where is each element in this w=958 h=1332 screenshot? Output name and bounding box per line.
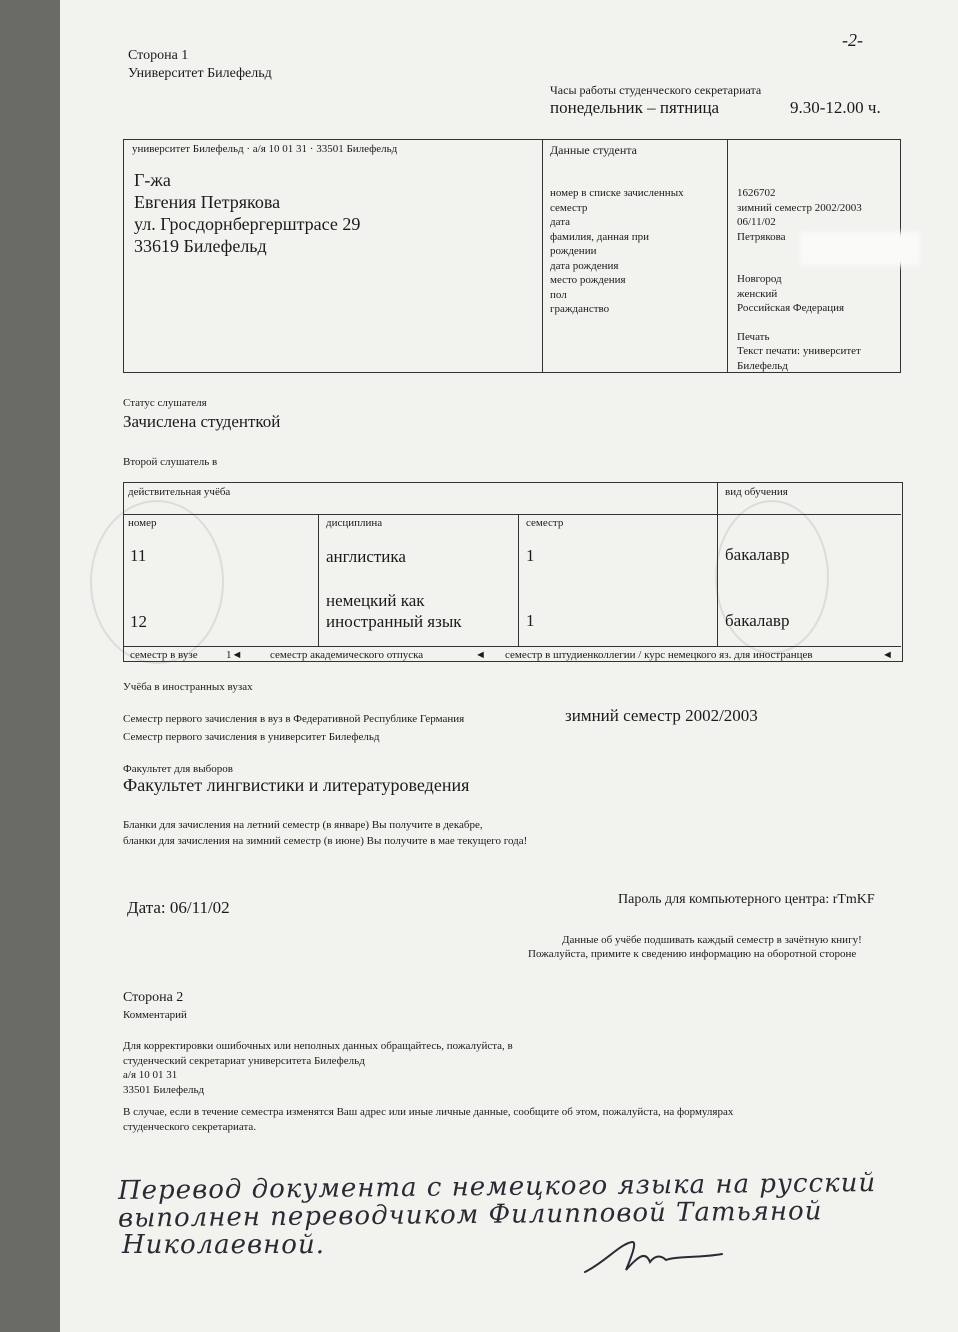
value-sex: женский [737, 287, 778, 300]
change-note-2: студенческого секретариата. [123, 1121, 257, 1133]
handwritten-line-1: Перевод документа с немецкого языка на русский [117, 1168, 877, 1206]
sender-line: университет Билефельд · а/я 10 01 31 · 33501 Билефельд [132, 143, 398, 155]
office-hours-time: 9.30-12.00 ч. [790, 98, 881, 117]
value-birth-place: Новгород [737, 273, 782, 285]
label-citizenship: гражданство [550, 303, 610, 315]
label-birth-name-2: рождении [550, 245, 597, 257]
row1-semester: 1 [526, 546, 535, 565]
row1-type: бакалавр [725, 545, 790, 564]
value-semester: зимний семестр 2002/2003 [737, 201, 862, 214]
row2-discipline-line2: иностранный язык [326, 612, 462, 631]
box-divider [542, 139, 543, 372]
footer-university-semester-value: 1◄ [226, 649, 243, 661]
foreign-study-label: Учёба в иностранных вузах [123, 681, 253, 693]
footer-university-semester: семестр в вузе [130, 649, 198, 661]
correction-line-2: студенческий секретариат университета Билефельд [123, 1054, 365, 1067]
table-header-left: действительная учёба [128, 486, 231, 498]
col-semester: семестр [526, 517, 564, 529]
first-enrollment-bielefeld: Семестр первого зачисления в университет Билефельд [123, 731, 380, 743]
forms-note-1: Бланки для зачисления на летний семестр (в январе) Вы получите в декабре, [123, 819, 483, 831]
side1-title: Сторона 1 [128, 48, 189, 63]
footer-studienkolleg: семестр в штудиенколлегии / курс немецкого яз. для иностранцев [505, 649, 813, 661]
col-discipline: дисциплина [326, 517, 383, 529]
address-line-2: Евгения Петрякова [134, 192, 281, 212]
row1-discipline: англистика [326, 547, 406, 566]
row2-discipline: немецкий как [326, 591, 425, 610]
correction-line-4: 33501 Билефельд [123, 1083, 205, 1096]
table-header-rule [123, 514, 901, 515]
document-page [60, 0, 958, 1332]
handwritten-line-3: Николаевной. [122, 1230, 325, 1260]
faculty-value: Факультет лингвистики и литературоведения [123, 775, 470, 795]
student-data-values-2 [737, 272, 861, 373]
col-divider-1 [318, 514, 319, 646]
redaction-blur [800, 232, 920, 266]
document-date: Дата: 06/11/02 [127, 898, 230, 917]
correction-line-3: а/я 10 01 31 [123, 1069, 178, 1081]
label-birth-name: фамилия, данная при [550, 230, 650, 243]
change-note-1: В случае, если в течение семестра изменятся Ваш адрес или иные личные данные, сообщите об этом, пожалуйста, на формулярах [123, 1106, 734, 1118]
first-enrollment-germany: Семестр первого зачисления в вуз в Федеративной Республике Германия [123, 713, 465, 725]
value-birth-name: Петрякова [737, 230, 786, 243]
label-birth-place: место рождения [550, 274, 626, 286]
first-enrollment-value: зимний семестр 2002/2003 [565, 706, 758, 725]
value-date: 06/11/02 [737, 216, 776, 228]
note-right-2: Пожалуйста, примите к сведению информацию на оборотной стороне [528, 948, 857, 960]
correction-text [123, 1039, 513, 1097]
col-divider-3 [717, 482, 718, 646]
label-date: дата [550, 216, 571, 228]
faculty-label: Факультет для выборов [123, 763, 233, 775]
office-hours-label: Часы работы студенческого секретариата [550, 83, 762, 97]
university-name: Университет Билефельд [128, 66, 272, 81]
computer-center-password: Пароль для компьютерного центра: rTmKF [618, 892, 875, 907]
footer-studienkolleg-arrow: ◄ [882, 649, 893, 661]
status-label: Статус слушателя [123, 397, 207, 409]
label-birth-date: дата рождения [550, 259, 619, 272]
col-divider-2 [518, 514, 519, 646]
col-number: номер [128, 517, 157, 529]
value-stamp-text: Текст печати: университет [737, 345, 861, 357]
page-mark: -2- [842, 30, 863, 50]
note-right-1: Данные об учёбе подшивать каждый семестр в зачётную книгу! [562, 934, 862, 946]
studies-table [123, 482, 903, 662]
label-semester: семестр [550, 201, 588, 214]
second-listener-label: Второй слушатель в [123, 456, 218, 468]
footer-academic-leave: семестр академического отпуска [270, 649, 424, 661]
value-stamp-text-2: Билефельд [737, 359, 788, 372]
side2-title: Сторона 2 [123, 990, 184, 1005]
footer-academic-leave-arrow: ◄ [475, 649, 486, 661]
student-data-header: Данные студента [550, 143, 637, 157]
row2-type: бакалавр [725, 611, 790, 630]
office-hours-days: понедельник – пятница [550, 98, 720, 117]
address-line-3: ул. Гросдорнбергерштрасе 29 [134, 214, 361, 234]
status-value: Зачислена студенткой [123, 412, 281, 431]
address-line-1: Г-жа [134, 170, 171, 190]
address-line-4: 33619 Билефельд [134, 236, 267, 256]
row2-semester: 1 [526, 611, 535, 630]
label-enrollment-number: номер в списке зачисленных [550, 187, 684, 199]
student-data-labels [550, 186, 684, 317]
table-footer-rule [123, 646, 901, 647]
value-citizenship: Российская Федерация [737, 302, 845, 314]
value-stamp: Печать [737, 330, 770, 343]
forms-note-2: бланки для зачисления на зимний семестр (в июне) Вы получите в мае текущего года! [123, 835, 528, 847]
box-divider-2 [727, 139, 728, 372]
value-enrollment-number: 1626702 [737, 187, 776, 199]
correction-line-1: Для корректировки ошибочных или неполных данных обращайтесь, пожалуйста, в [123, 1040, 513, 1052]
row2-number: 12 [130, 612, 147, 631]
table-header-right: вид обучения [725, 486, 788, 498]
comments-label: Комментарий [123, 1009, 187, 1021]
handwritten-line-2: выполнен переводчиком Филипповой Татьяной [117, 1196, 823, 1234]
signature [580, 1232, 730, 1282]
row1-number: 11 [130, 546, 147, 565]
label-sex: пол [550, 288, 567, 301]
